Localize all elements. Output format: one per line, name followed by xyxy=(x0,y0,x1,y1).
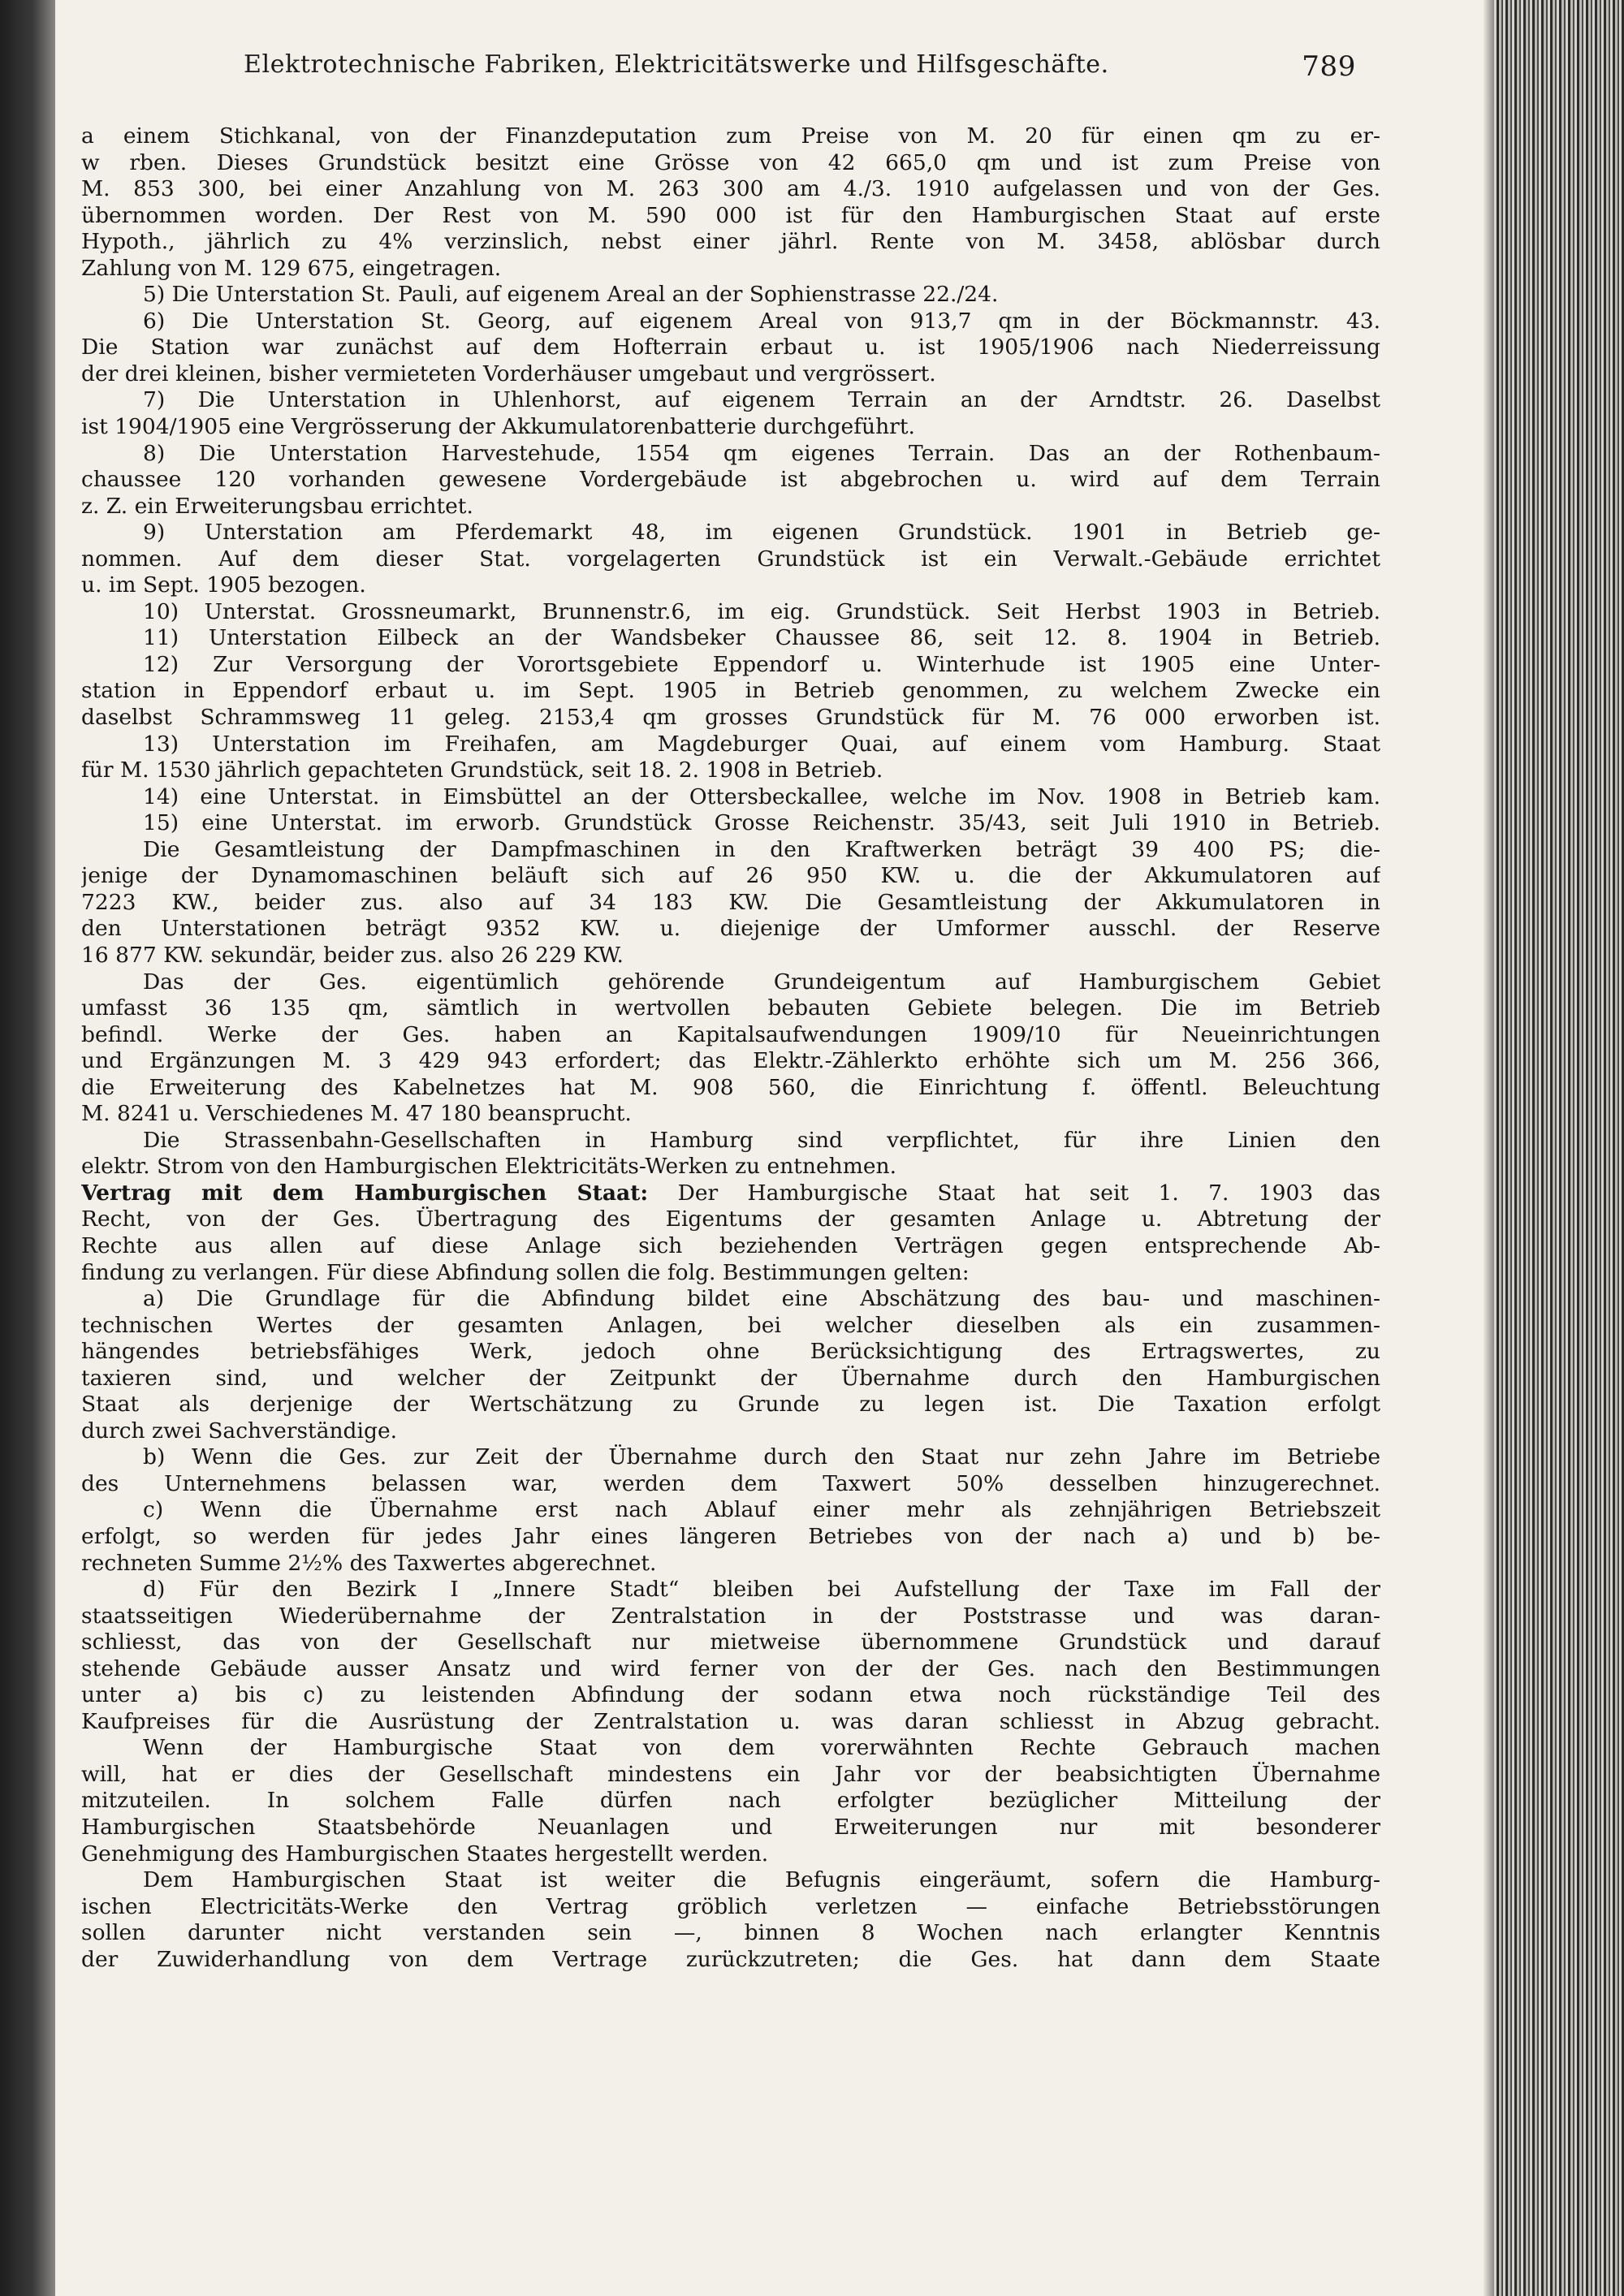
line-text: Hamburgischen Staatsbehörde Neuanlagen und Erweiterungen nur mit besonderer xyxy=(81,1815,1380,1840)
line-text: Dem Hamburgischen Staat ist weiter die Befugnis eingeräumt, sofern die Hamburg- xyxy=(143,1867,1380,1893)
text-line xyxy=(81,1206,1380,1233)
text-line xyxy=(81,1894,1380,1921)
line-text: u. im Sept. 1905 bezogen. xyxy=(81,572,366,598)
line-text: 10) Unterstat. Grossneumarkt, Brunnenstr.6, im eig. Grundstück. Seit Herbst 1903 in Betrieb. xyxy=(143,598,1380,624)
text-line xyxy=(81,1762,1380,1789)
text-line xyxy=(81,837,1380,864)
line-text: 16 877 KW. sekundär, beider zus. also 26 229 KW. xyxy=(81,942,624,968)
text-line xyxy=(81,1128,1380,1154)
line-text: chaussee 120 vorhanden gewesene Vordergebäude ist abgebrochen u. wird auf dem Terrain xyxy=(81,467,1380,493)
line-text: 7) Die Unterstation in Uhlenhorst, auf eigenem Terrain an der Arndtstr. 26. Daselbst xyxy=(143,387,1380,413)
running-title: Elektrotechnische Fabriken, Elektricitätswerke und Hilfsgeschäfte. xyxy=(244,50,1109,79)
text-line xyxy=(81,1233,1380,1260)
text-line xyxy=(81,1154,1380,1180)
line-text: 14) eine Unterstat. in Eimsbüttel an der Ottersbeckallee, welche im Nov. 1908 in Betrieb kam. xyxy=(143,783,1380,809)
line-text: befindl. Werke der Ges. haben an Kapitalsaufwendungen 1909/10 für Neueinrichtungen xyxy=(81,1021,1380,1047)
text-line xyxy=(81,1577,1380,1603)
text-line xyxy=(81,520,1380,546)
line-text: durch zwei Sachverständige. xyxy=(81,1418,398,1444)
text-line xyxy=(81,943,1380,969)
text-line xyxy=(81,1339,1380,1366)
line-text: findung zu verlangen. Für diese Abfindung sollen die folg. Bestimmungen gelten: xyxy=(81,1259,970,1285)
text-line xyxy=(81,467,1380,494)
text-line xyxy=(81,1682,1380,1709)
text-line xyxy=(81,1048,1380,1075)
text-line xyxy=(81,916,1380,943)
line-text: übernommen worden. Der Rest von M. 590 000 ist für den Hamburgischen Staat auf erste xyxy=(81,202,1380,228)
text-line xyxy=(81,890,1380,917)
text-line xyxy=(81,1497,1380,1524)
line-text: station in Eppendorf erbaut u. im Sept. 1905 in Betrieb genommen, zu welchem Zwecke ein xyxy=(81,678,1380,704)
line-text: M. 8241 u. Verschiedenes M. 47 180 beansprucht. xyxy=(81,1101,632,1127)
line-text: 6) Die Unterstation St. Georg, auf eigenem Areal von 913,7 qm in der Böckmannstr. 43. xyxy=(143,308,1380,334)
text-line xyxy=(81,1788,1380,1815)
line-text: Recht, von der Ges. Übertragung des Eigentums der gesamten Anlage u. Abtretung der xyxy=(81,1206,1380,1232)
line-text: hängendes betriebsfähiges Werk, jedoch ohne Berücksichtigung des Ertragswertes, zu xyxy=(81,1339,1380,1365)
text-line xyxy=(81,282,1380,309)
text-line xyxy=(81,863,1380,890)
line-text: jenige der Dynamomaschinen beläuft sich auf 26 950 KW. u. die der Akkumulatoren auf xyxy=(81,863,1380,889)
line-text: umfasst 36 135 qm, sämtlich in wertvollen bebauten Gebiete belegen. Die im Betrieb xyxy=(81,995,1380,1021)
text-line xyxy=(81,1524,1380,1551)
text-line xyxy=(81,1815,1380,1841)
line-text: will, hat er dies der Gesellschaft mindestens ein Jahr vor der beabsichtigten Übernahme xyxy=(81,1761,1380,1787)
text-line xyxy=(81,1418,1380,1445)
text-line xyxy=(81,1366,1380,1392)
text-line xyxy=(81,995,1380,1022)
text-line xyxy=(81,309,1380,335)
line-text: d) Für den Bezirk I „Innere Stadt“ bleiben bei Aufstellung der Taxe im Fall der xyxy=(143,1577,1380,1603)
text-line xyxy=(81,1629,1380,1656)
line-text: 9) Unterstation am Pferdemarkt 48, im eigenen Grundstück. 1901 in Betrieb ge- xyxy=(143,520,1380,546)
text-line xyxy=(81,1471,1380,1498)
page-edges xyxy=(1494,0,1624,2296)
line-text: für M. 1530 jährlich gepachteten Grundstück, seit 18. 2. 1908 in Betrieb. xyxy=(81,757,883,783)
line-text: z. Z. ein Erweiterungsbau errichtet. xyxy=(81,493,473,519)
text-line xyxy=(81,1260,1380,1287)
line-text: Die Station war zunächst auf dem Hofterrain erbaut u. ist 1905/1906 nach Niederreissung xyxy=(81,334,1380,360)
text-line xyxy=(81,441,1380,468)
line-text: 5) Die Unterstation St. Pauli, auf eigenem Areal an der Sophienstrasse 22./24. xyxy=(143,282,999,308)
text-line xyxy=(81,1313,1380,1340)
line-text: schliesst, das von der Gesellschaft nur mietweise übernommene Grundstück und darauf xyxy=(81,1629,1380,1655)
text-line xyxy=(81,150,1380,177)
line-text: ist 1904/1905 eine Vergrösserung der Akkumulatorenbatterie durchgeführt. xyxy=(81,414,915,440)
line-text: technischen Wertes der gesamten Anlagen, bei welcher dieselben als ein zusammen- xyxy=(81,1312,1380,1338)
text-line xyxy=(81,599,1380,626)
line-text: ischen Electricitäts-Werke den Vertrag gröblich verletzen — einfache Betriebsstörungen xyxy=(81,1893,1380,1919)
line-text: a) Die Grundlage für die Abfindung bildet eine Abschätzung des bau- und maschinen- xyxy=(143,1286,1380,1312)
line-text: M. 853 300, bei einer Anzahlung von M. 263 300 am 4./3. 1910 aufgelassen und von der Ges. xyxy=(81,176,1380,202)
text-line xyxy=(81,1735,1380,1762)
text-line xyxy=(81,732,1380,758)
line-text: a einem Stichkanal, von der Finanzdeputation zum Preise von M. 20 für einen qm zu er- xyxy=(81,123,1380,149)
text-line xyxy=(81,757,1380,784)
line-text: und Ergänzungen M. 3 429 943 erfordert; das Elektr.-Zählerkto erhöhte sich um M. 256 366, xyxy=(81,1048,1380,1074)
line-text: Rechte aus allen auf diese Anlage sich beziehenden Verträgen gegen entsprechende Ab- xyxy=(81,1232,1380,1258)
line-text: Kaufpreises für die Ausrüstung der Zentralstation u. was daran schliesst in Abzug gebracht. xyxy=(81,1708,1380,1734)
text-line xyxy=(81,1286,1380,1313)
text-line xyxy=(81,652,1380,679)
line-text: 11) Unterstation Eilbeck an der Wandsbeker Chaussee 86, seit 12. 8. 1904 in Betrieb. xyxy=(143,625,1380,651)
line-text: den Unterstationen beträgt 9352 KW. u. diejenige der Umformer ausschl. der Reserve xyxy=(81,916,1380,942)
line-text: Zahlung von M. 129 675, eingetragen. xyxy=(81,255,502,281)
text-line xyxy=(81,1180,1380,1207)
text-line xyxy=(81,678,1380,705)
line-text: die Erweiterung des Kabelnetzes hat M. 908 560, die Einrichtung f. öffentl. Beleuchtung xyxy=(81,1074,1380,1100)
text-line xyxy=(81,203,1380,230)
line-text: mitzuteilen. In solchem Falle dürfen nach erfolgter bezüglicher Mitteilung der xyxy=(81,1788,1380,1814)
line-text: Die Gesamtleistung der Dampfmaschinen in den Kraftwerken beträgt 39 400 PS; die- xyxy=(143,836,1380,862)
line-text: erfolgt, so werden für jedes Jahr eines längeren Betriebes von der nach a) und b) be- xyxy=(81,1523,1380,1549)
text-line xyxy=(81,1841,1380,1868)
line-text: Genehmigung des Hamburgischen Staates hergestellt werden. xyxy=(81,1841,769,1867)
book-gutter xyxy=(0,0,55,2296)
line-text: sollen darunter nicht verstanden sein —, binnen 8 Wochen nach erlangter Kenntnis xyxy=(81,1920,1380,1946)
text-line xyxy=(81,387,1380,414)
line-text: c) Wenn die Übernahme erst nach Ablauf einer mehr als zehnjährigen Betriebszeit xyxy=(143,1497,1380,1523)
page-number: 789 xyxy=(1302,50,1356,83)
page-header xyxy=(244,50,1356,83)
text-line xyxy=(81,546,1380,573)
line-text: 8) Die Unterstation Harvestehude, 1554 qm eigenes Terrain. Das an der Rothenbaum- xyxy=(143,440,1380,466)
line-text: der drei kleinen, bisher vermieteten Vorderhäuser umgebaut und vergrössert. xyxy=(81,360,936,386)
text-line xyxy=(81,1867,1380,1894)
text-line xyxy=(81,176,1380,203)
line-text: nommen. Auf dem dieser Stat. vorgelagerten Grundstück ist ein Verwalt.-Gebäude errichtet xyxy=(81,546,1380,572)
line-text: des Unternehmens belassen war, werden dem Taxwert 50% desselben hinzugerechnet. xyxy=(81,1470,1380,1496)
text-line xyxy=(81,1920,1380,1947)
line-text: der Zuwiderhandlung von dem Vertrage zurückzutreten; die Ges. hat dann dem Staate xyxy=(81,1946,1380,1972)
line-text: daselbst Schrammsweg 11 geleg. 2153,4 qm grosses Grundstück für M. 76 000 erworben ist. xyxy=(81,705,1380,731)
text-line xyxy=(81,414,1380,441)
line-text: Die Strassenbahn-Gesellschaften in Hamburg sind verpflichtet, für ihre Linien den xyxy=(143,1127,1380,1153)
line-text: rechneten Summe 2½% des Taxwertes abgerechnet. xyxy=(81,1550,657,1576)
line-text: staatsseitigen Wiederübernahme der Zentralstation in der Poststrasse und was daran- xyxy=(81,1603,1380,1629)
line-text: stehende Gebäude ausser Ansatz und wird ferner von der der Ges. nach den Bestimmungen xyxy=(81,1655,1380,1681)
line-text: b) Wenn die Ges. zur Zeit der Übernahme durch den Staat nur zehn Jahre im Betriebe xyxy=(143,1444,1380,1470)
text-line xyxy=(81,494,1380,520)
text-line xyxy=(81,334,1380,361)
line-text: 12) Zur Versorgung der Vorortsgebiete Eppendorf u. Winterhude ist 1905 eine Unter- xyxy=(143,651,1380,677)
text-line xyxy=(81,969,1380,996)
text-line xyxy=(81,1444,1380,1471)
text-line xyxy=(81,705,1380,732)
line-text: Staat als derjenige der Wertschätzung zu Grunde zu legen ist. Die Taxation erfolgt xyxy=(81,1392,1380,1418)
text-line xyxy=(81,1075,1380,1102)
text-line xyxy=(81,1603,1380,1630)
line-text: 15) eine Unterstat. im erworb. Grundstück Grosse Reichenstr. 35/43, seit Juli 1910 in Betrieb. xyxy=(143,810,1380,836)
line-text: elektr. Strom von den Hamburgischen Elektricitäts-Werken zu entnehmen. xyxy=(81,1154,897,1180)
text-line xyxy=(81,1101,1380,1128)
line-text: Wenn der Hamburgische Staat von dem vorerwähnten Rechte Gebrauch machen xyxy=(143,1735,1380,1761)
text-line xyxy=(81,1551,1380,1577)
text-line xyxy=(81,229,1380,256)
line-text: unter a) bis c) zu leistenden Abfindung der sodann etwa noch rückständige Teil des xyxy=(81,1682,1380,1708)
line-text: w rben. Dieses Grundstück besitzt eine Grösse von 42 665,0 qm und ist zum Preise von xyxy=(81,149,1380,175)
line-text: 7223 KW., beider zus. also auf 34 183 KW. Die Gesamtleistung der Akkumulatoren in xyxy=(81,889,1380,915)
text-line xyxy=(81,123,1380,150)
line-text: taxieren sind, und welcher der Zeitpunkt der Übernahme durch den Hamburgischen xyxy=(81,1365,1380,1391)
line-text: Das der Ges. eigentümlich gehörende Grundeigentum auf Hamburgischem Gebiet xyxy=(143,969,1380,995)
section-heading: Vertrag mit dem Hamburgischen Staat: xyxy=(81,1180,649,1206)
text-line xyxy=(81,810,1380,837)
line-text: 13) Unterstation im Freihafen, am Magdeburger Quai, auf einem vom Hamburg. Staat xyxy=(143,731,1380,757)
line-text: Der Hamburgische Staat hat seit 1. 7. 1903 das xyxy=(648,1180,1380,1206)
text-line xyxy=(81,1947,1380,1974)
text-line xyxy=(81,1022,1380,1049)
text-line xyxy=(81,1709,1380,1736)
text-line xyxy=(81,784,1380,811)
text-line xyxy=(81,1656,1380,1683)
text-line xyxy=(81,572,1380,599)
body-text xyxy=(81,123,1380,1973)
text-line xyxy=(81,361,1380,388)
text-line xyxy=(81,256,1380,283)
text-line xyxy=(81,625,1380,652)
line-text: Hypoth., jährlich zu 4% verzinslich, nebst einer jährl. Rente von M. 3458, ablösbar durch xyxy=(81,229,1380,255)
text-line xyxy=(81,1392,1380,1418)
